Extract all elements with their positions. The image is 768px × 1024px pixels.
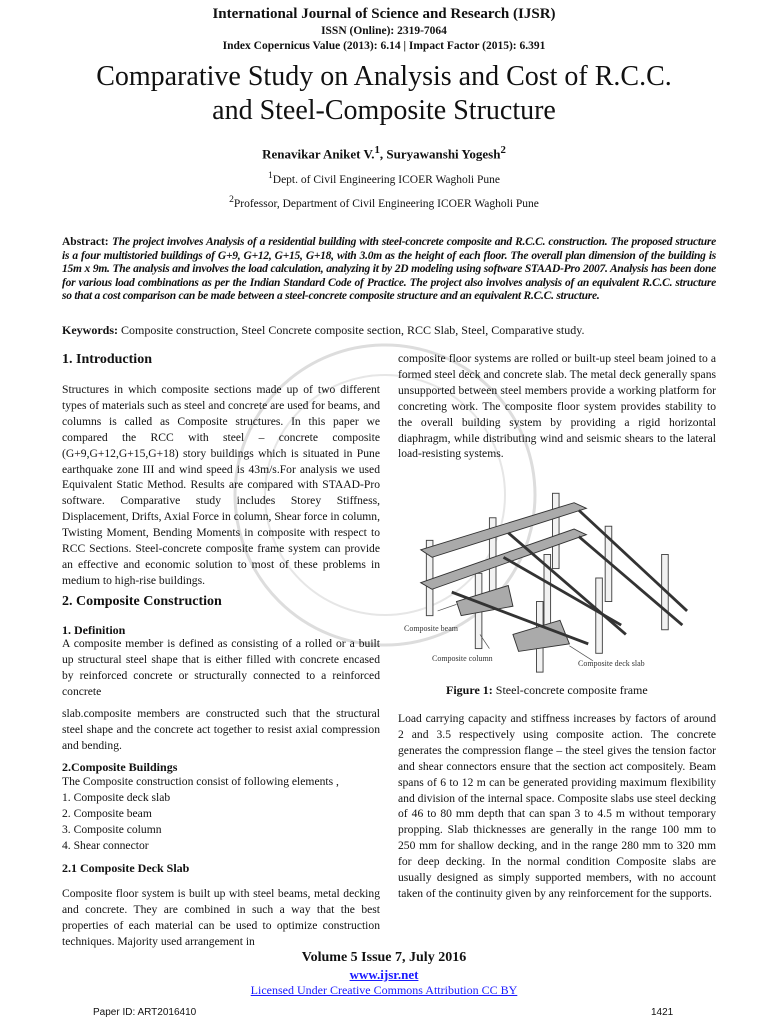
list-item: 3. Composite column bbox=[62, 822, 162, 836]
load-capacity-paragraph: Load carrying capacity and stiffness increases by factors of around 2 and 3.5 respectively using composite action. The concrete generates the compression flange – the steel gives the tension factor and shear connectors ensure that the section act compositely. Beam spans of 6 to 12 m can be generated providing maximum flexibility and division of the internal space. Composite slabs use steel decking of 46 to 80 mm depth that can span 3 to 4.5 m without temporary propping. Slab thicknesses are generally in the range 100 mm to 250 mm for shallow decking, and in the range 280 mm to 320 mm for deep decking. In the normal condition Composite slabs are usually designed as simply supported members, with no account taken of the continuity given by any reinforcement for the supports. bbox=[398, 712, 716, 900]
author-2: Suryawanshi Yogesh bbox=[386, 146, 501, 162]
issn: ISSN (Online): 2319-7064 bbox=[321, 25, 447, 37]
abstract-label: Abstract: bbox=[62, 236, 109, 248]
paper-id: Paper ID: ART2016410 bbox=[93, 1007, 197, 1018]
composite-elements-list bbox=[62, 774, 380, 854]
list-item: 4. Shear connector bbox=[62, 838, 149, 852]
deck-slab-heading: 2.1 Composite Deck Slab bbox=[62, 861, 190, 875]
section-introduction-heading: 1. Introduction bbox=[62, 352, 152, 367]
label-composite-column: Composite column bbox=[432, 654, 493, 663]
figure-caption bbox=[446, 683, 648, 698]
section-composite-construction-heading: 2. Composite Construction bbox=[62, 594, 222, 609]
abstract bbox=[62, 236, 716, 304]
aff-text: Dept. of Civil Engineering ICOER Wagholi Pune bbox=[272, 173, 501, 186]
paper-title bbox=[0, 60, 768, 128]
deck-slab-paragraph: Composite floor system is built up with steel beams, metal decking and concrete. They are combined in such a way that the best properties of each material can be used to optimize construction techniques. Majority used arrangement in bbox=[62, 887, 380, 948]
index-impact: Index Copernicus Value (2013): 6.14 | Impact Factor (2015): 6.391 bbox=[222, 40, 546, 52]
composite-frame-figure bbox=[400, 478, 720, 678]
definition-paragraph-2: slab.composite members are constructed such that the structural steel shape and the concrete act together to resist axial compression and bending. bbox=[62, 707, 380, 752]
aff-sup: 2 bbox=[229, 194, 234, 205]
keywords-label: Keywords: bbox=[62, 323, 118, 337]
composite-buildings-heading: 2.Composite Buildings bbox=[62, 760, 178, 774]
title-line-2: and Steel-Composite Structure bbox=[212, 95, 556, 126]
authors bbox=[0, 144, 768, 162]
aff-sup: 1 bbox=[267, 170, 273, 181]
title-line-1: Comparative Study on Analysis and Cost of R.C.C. bbox=[96, 61, 672, 92]
aff-text: Professor, Department of Civil Engineering ICOER Wagholi Pune bbox=[233, 197, 539, 210]
definition-heading: 1. Definition bbox=[62, 623, 126, 637]
footer-url-link[interactable]: www.ijsr.net bbox=[349, 967, 419, 982]
intro-paragraph: Structures in which composite sections made up of two different types of materials such as steel and concrete are used for beams, and columns is called as Composite structures. In this paper we compared the RCC with steel – concrete composite (G+9,G+12,G+15,G+18) story buildings which is situated in Pune earthquake zone III and wind speed is 43m/s.For analysis we used Equivalent Static Method. Results are compared with STAAD-Pro software. Comparative study includes Storey Stiffness, Displacement, Drifts, Axial Force in column, Shear force in column, Twisting Moment, Bending Moments in composite with respect to RCC Sections. Steel-concrete composite frame system can provide an effective and economic solution to most of these problems in medium to high-rise buildings. bbox=[62, 383, 380, 587]
caption-label: Figure 1: bbox=[446, 683, 493, 697]
label-composite-beam: Composite beam bbox=[404, 624, 458, 633]
author-separator: , bbox=[379, 146, 387, 162]
list-item: 1. Composite deck slab bbox=[62, 790, 171, 804]
floor-system-paragraph: composite floor systems are rolled or built-up steel beam joined to a formed steel deck and concrete slab. The metal deck generally spans unsupported between steel members provide a working platform for concreting work. The composite floor system provides stability to the overall building system by providing a rigid horizontal diaphragm, while distributing wind and seismic shears to the lateral load-resisting systems. bbox=[398, 352, 716, 461]
author-1: Renavikar Aniket V. bbox=[262, 146, 375, 162]
page-number: 1421 bbox=[651, 1007, 674, 1018]
footer-volume: Volume 5 Issue 7, July 2016 bbox=[301, 950, 467, 965]
footer-license-link[interactable]: Licensed Under Creative Commons Attribution CC BY bbox=[250, 983, 518, 997]
keywords-text: Composite construction, Steel Concrete composite section, RCC Slab, Steel, Comparative study. bbox=[121, 323, 585, 337]
abstract-text: The project involves Analysis of a residential building with steel-concrete composite and R.C.C. construction. The proposed structure is a four multistoried buildings of G+9, G+12, G+15, G+18, with 3.0m as the height of each floor. The overall plan dimension of the building is 15m x 9m. The analysis and involves the load calculation, analyzing it by 2D modeling using software STAAD-Pro 2007. Analysis has been done for various load combinations as per the Indian Standard Code of Practice. The project also involves analysis of an equivalent R.C.C. structure so that a cost comparison can be made between a steel-concrete composite structure and an equivalent R.C.C. structure. bbox=[62, 236, 716, 303]
affiliation-2 bbox=[0, 194, 768, 210]
definition-paragraph: A composite member is defined as consisting of a rolled or a built up structural steel shape that is either filled with concrete encased by reinforced concrete or structurally connected to a reinforced concrete bbox=[62, 637, 380, 698]
author-1-sup: 1 bbox=[374, 144, 380, 156]
affiliation-1 bbox=[0, 170, 768, 186]
caption-text: Steel-concrete composite frame bbox=[492, 683, 648, 697]
label-composite-deck-slab: Composite deck slab bbox=[578, 659, 645, 668]
list-intro: The Composite construction consist of following elements , bbox=[62, 775, 339, 788]
journal-name: International Journal of Science and Research (IJSR) bbox=[212, 6, 556, 22]
author-2-sup: 2 bbox=[500, 144, 506, 156]
list-item: 2. Composite beam bbox=[62, 806, 152, 820]
